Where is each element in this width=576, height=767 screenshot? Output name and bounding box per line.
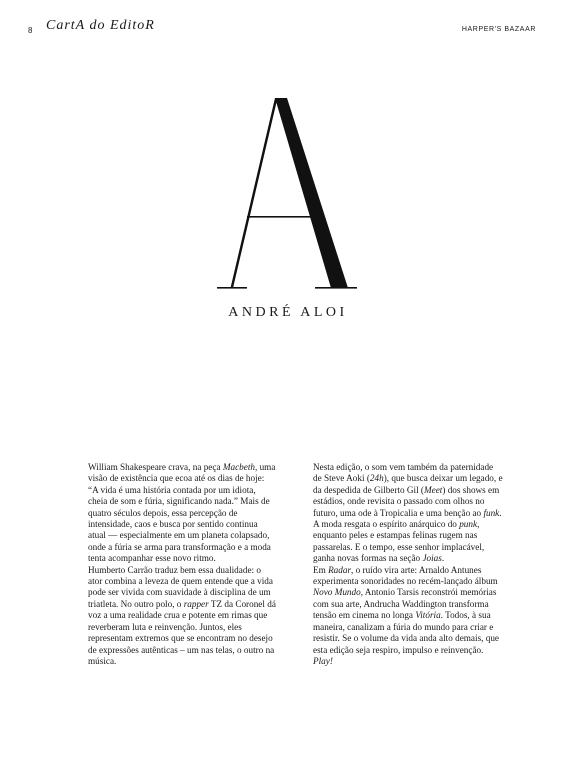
italic-text: Meet <box>423 484 443 495</box>
body-paragraph <box>88 565 276 668</box>
text-run: TZ da Coronel dá voz a uma realidade crua e potente em rimas que reverberam luta e reinvenção. Juntos, eles representam extremos que se encontram no desejo de expressões autênticas – um nas telas, o outro na música. <box>88 598 276 666</box>
italic-text: Joias <box>422 553 442 564</box>
text-run: Humberto Carrão traduz bem essa dualidade: o ator combina a leveza de quem entende que a vida pode ser vivida com suavidade à disciplina de um triatleta. No outro polo, o <box>88 564 273 609</box>
left-text-column <box>88 462 276 667</box>
section-title: CartA do EditoR <box>46 18 155 33</box>
italic-text: punk <box>459 519 478 530</box>
text-run: . <box>441 553 445 564</box>
text-run: . Todos, à sua maneira, canalizam a fúria do mundo para criar e resistir. Se o volume da vida anda alto demais, que esta edição seja respiro, impulso e reinvenção. <box>313 610 500 655</box>
drop-cap-letter-a <box>217 98 357 296</box>
italic-text: Play! <box>313 655 333 666</box>
italic-text: Novo Mundo <box>313 587 361 598</box>
right-text-column <box>313 462 503 667</box>
italic-text: funk <box>483 507 500 518</box>
text-run: William Shakespeare crava, na peça <box>88 462 223 472</box>
text-run: , uma visão de existência que ecoa até os dias de hoje: “A vida é uma história contada por um idiota, cheia de som e fúria, significando nada.” Mais de quatro séculos depois, essa percepção de intensidade, caos e busca por sentido continua atual — especialmente em um planeta colapsado, onde a fúria se arma para transformação e a moda tenta acompanhar esse novo ritmo. <box>88 462 276 564</box>
text-run: , enquanto peles e estampas felinas rugem nas passarelas. E o tempo, esse senhor implacável, ganha novas formas na seção <box>313 519 485 564</box>
text-run: ) dos shows em estádios, onde revisita o passado com olhos no futuro, uma ode à Tropicalia e uma benção ao <box>313 484 500 518</box>
text-run: Nesta edição, o som vem também da paternidade de Steve Aoki ( <box>313 462 494 484</box>
body-paragraph <box>313 462 503 565</box>
text-run: ), que busca deixar um legado, e da despedida de Gilberto Gil ( <box>313 473 503 495</box>
author-name: ANDRÉ ALOI <box>228 305 348 320</box>
body-paragraph <box>88 462 276 565</box>
italic-text: Radar <box>328 564 352 575</box>
body-paragraph <box>313 565 503 668</box>
italic-text: 24h <box>369 473 384 484</box>
magazine-name: HARPER'S BAZAAR <box>461 26 536 33</box>
text-run: Em <box>313 564 329 575</box>
italic-text: Macbeth <box>222 462 255 472</box>
italic-text: Vitória <box>415 610 441 621</box>
text-run: , o ruído vira arte: Arnaldo Antunes experimenta sonoridades no recém-lançado álbum <box>313 564 498 587</box>
text-run: . A moda resgata o espírito anárquico do <box>313 507 502 530</box>
text-run: , Antonio Tarsis reconstrói memórias com sua arte, Andrucha Waddington transforma tensão em cinema no longa <box>313 587 497 621</box>
italic-text: rapper <box>183 598 209 609</box>
page-number: 8 <box>28 26 33 35</box>
